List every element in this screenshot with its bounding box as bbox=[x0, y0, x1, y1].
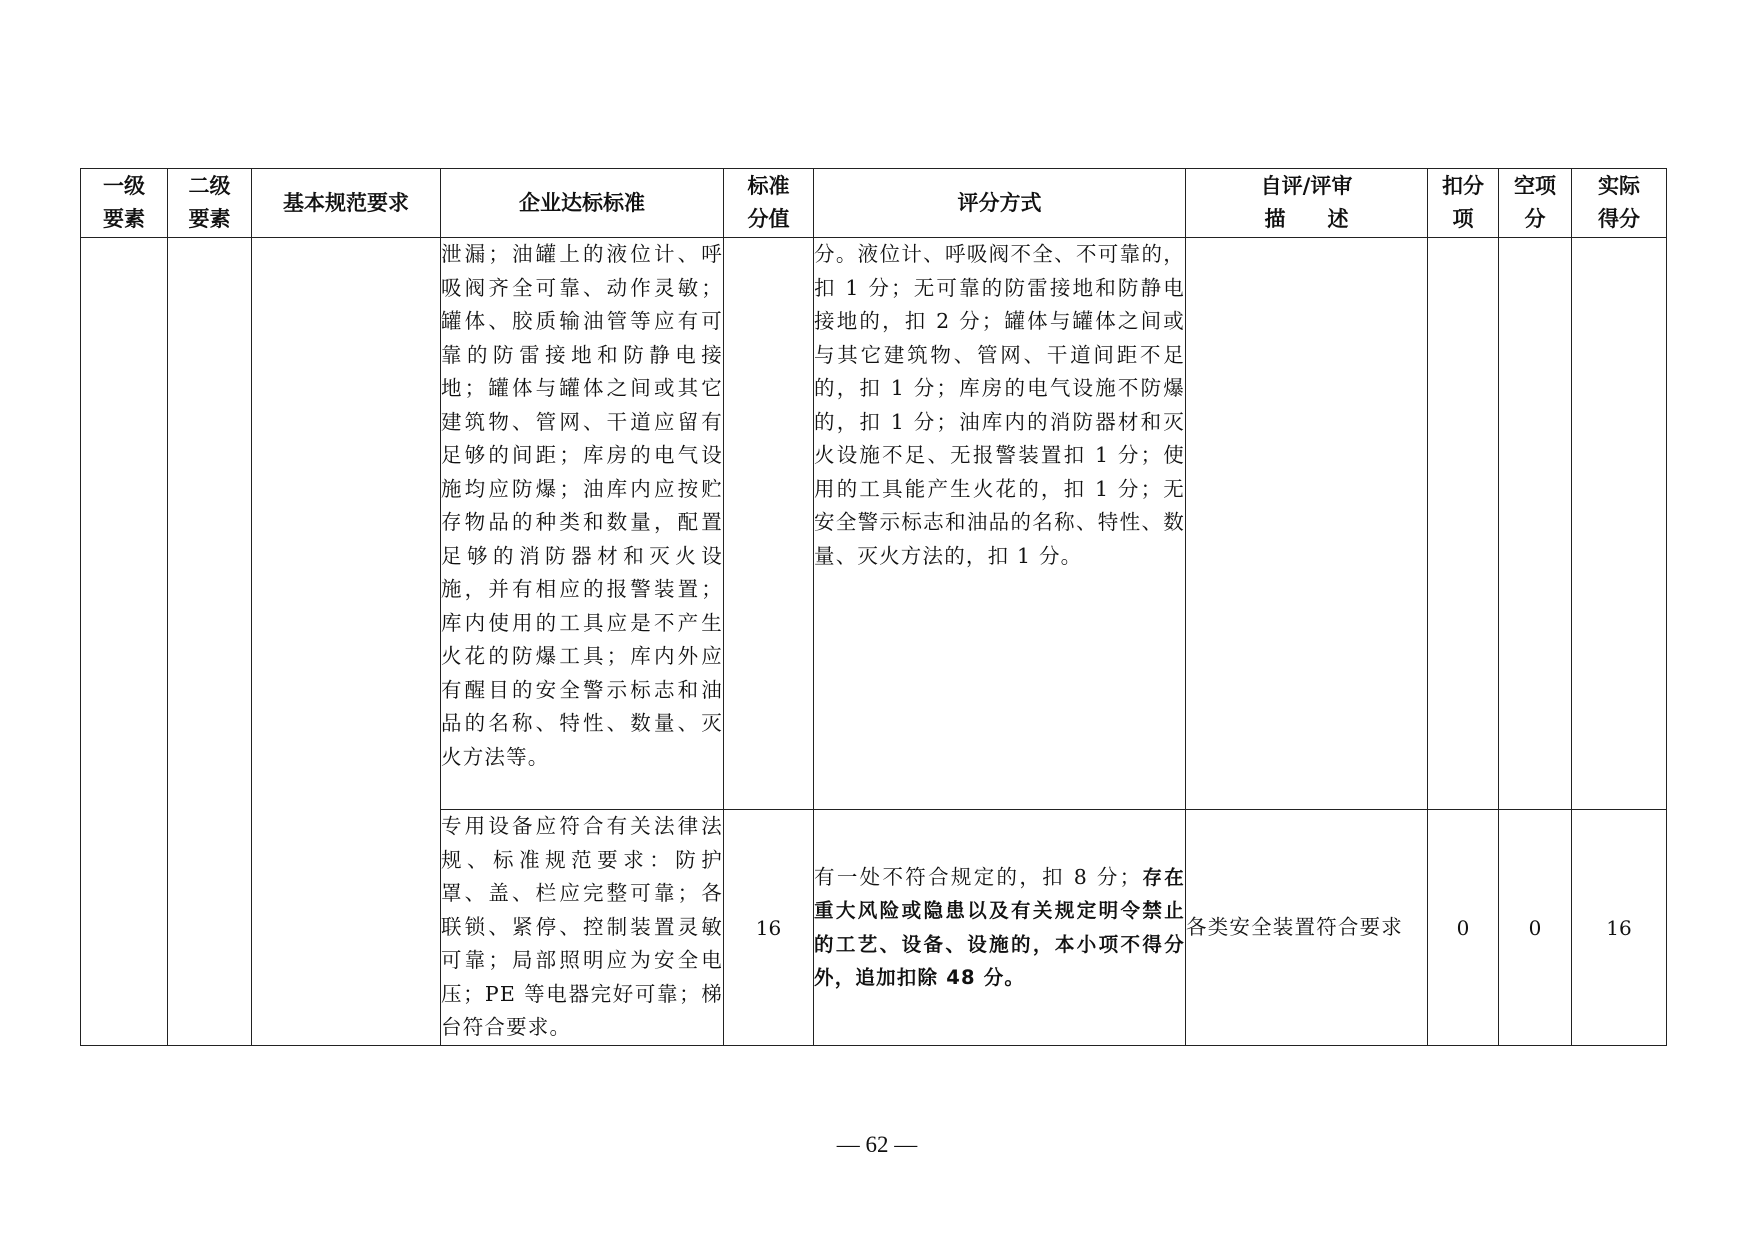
empty-score-cell: 0 bbox=[1499, 810, 1572, 1046]
header-self-evaluation: 自评/评审 描 述 bbox=[1186, 169, 1428, 238]
deduction-cell bbox=[1428, 238, 1499, 810]
level1-cell bbox=[81, 238, 168, 1046]
actual-score-cell: 16 bbox=[1572, 810, 1667, 1046]
header-actual-score: 实际 得分 bbox=[1572, 169, 1667, 238]
standard-score-cell bbox=[724, 238, 814, 810]
scoring-method-cell: 分。液位计、呼吸阀不全、不可靠的，扣 1 分；无可靠的防雷接地和防静电接地的，扣 2 分；罐体与罐体之间或与其它建筑物、管网、干道间距不足的，扣 1 分；库房的电气设施不防爆的，扣 1 分；油库内的消防器材和灭火设施不足、无报警装置扣 1 分；使用的工具能产生火花的，扣 1 分；无安全警示标志和油品的名称、特性、数量、灭火方法的，扣 1 分。 bbox=[814, 238, 1186, 810]
scoring-table bbox=[80, 168, 1667, 1046]
deduction-cell: 0 bbox=[1428, 810, 1499, 1046]
method-normal-text: 有一处不符合规定的，扣 8 分； bbox=[814, 864, 1142, 889]
standard-score-cell: 16 bbox=[724, 810, 814, 1046]
enterprise-standard-cell: 泄漏；油罐上的液位计、呼吸阀齐全可靠、动作灵敏；罐体、胶质输油管等应有可靠的防雷接地和防静电接地；罐体与罐体之间或其它建筑物、管网、干道应留有足够的间距；库房的电气设施均应防爆；油库内应按贮存物品的种类和数量，配置足够的消防器材和灭火设施，并有相应的报警装置；库内使用的工具应是不产生火花的防爆工具；库内外应有醒目的安全警示标志和油品的名称、特性、数量、灭火方法等。 bbox=[441, 238, 724, 810]
page-number: — 62 — bbox=[836, 1132, 918, 1157]
method-bold-text: 存在重大风险或隐患以及有关规定明令禁止的工艺、设备、设施的，本小项不得分外，追加扣除 48 分。 bbox=[814, 865, 1186, 989]
enterprise-standard-cell: 专用设备应符合有关法律法规、标准规范要求：防护罩、盖、栏应完整可靠；各联锁、紧停、控制装置灵敏可靠；局部照明应为安全电压；PE 等电器完好可靠；梯台符合要求。 bbox=[441, 810, 724, 1046]
level2-cell bbox=[168, 238, 252, 1046]
basic-requirement-cell bbox=[252, 238, 441, 1046]
header-enterprise-standard: 企业达标标准 bbox=[441, 169, 724, 238]
self-evaluation-cell: 各类安全装置符合要求 bbox=[1186, 810, 1428, 1046]
table-row bbox=[81, 238, 1667, 810]
header-standard-score: 标准 分值 bbox=[724, 169, 814, 238]
self-evaluation-cell bbox=[1186, 238, 1428, 810]
header-level2: 二级 要素 bbox=[168, 169, 252, 238]
scoring-method-cell bbox=[814, 810, 1186, 1046]
header-empty-score: 空项 分 bbox=[1499, 169, 1572, 238]
header-level1: 一级 要素 bbox=[81, 169, 168, 238]
header-row bbox=[81, 169, 1667, 238]
header-basic-requirements: 基本规范要求 bbox=[252, 169, 441, 238]
actual-score-cell bbox=[1572, 238, 1667, 810]
empty-score-cell bbox=[1499, 238, 1572, 810]
header-scoring-method: 评分方式 bbox=[814, 169, 1186, 238]
header-deduction: 扣分 项 bbox=[1428, 169, 1499, 238]
